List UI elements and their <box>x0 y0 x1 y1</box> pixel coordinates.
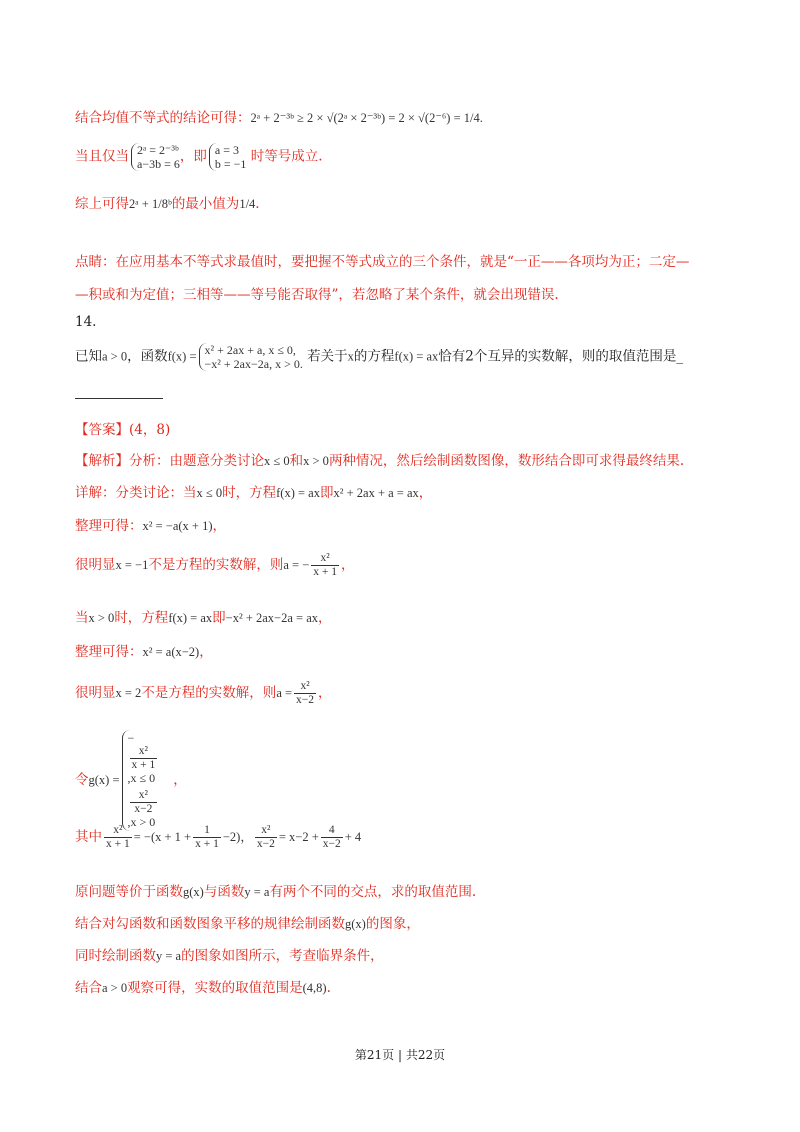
detail-4-text-4: ， <box>318 610 332 626</box>
detail-7-text-2: ， <box>173 772 187 788</box>
detail-11-text-1: 同时绘制函数 <box>75 948 156 964</box>
analysis-math-1: x ≤ 0 <box>264 454 290 468</box>
detail-5-math-1: x² = a(x−2) <box>142 645 200 659</box>
detail-line-2 <box>75 514 226 534</box>
fraction-4-denominator: x−2 <box>322 838 341 850</box>
detail-3-math-2: a = − <box>283 558 310 572</box>
math-inequality: 2ᵃ + 2⁻³ᵇ ≥ 2 × √(2ᵃ × 2⁻³ᵇ) = 2 × √(2⁻⁶) = 1/4. <box>250 111 483 125</box>
piecewise-f <box>199 343 303 371</box>
answer-label: 【答案】 <box>75 422 129 438</box>
fraction-1-denominator: x + 1 <box>106 838 130 850</box>
fraction-3-denominator: x−2 <box>256 838 275 850</box>
math-f-def: f(x) = <box>167 349 197 364</box>
detail-5-text-1: 整理可得： <box>75 644 143 660</box>
detail-line-4 <box>75 606 332 626</box>
math-min-value: 1/4 <box>239 197 256 211</box>
question-number: 14. <box>75 314 97 330</box>
text-min-value: 的最小值为 <box>171 196 240 212</box>
detail-12-text-2: 观察可得，实数的取值范围是 <box>127 980 303 996</box>
math-expression: 2ᵃ + 1/8ᵇ <box>129 197 172 211</box>
detail-8-fraction-2 <box>193 824 221 851</box>
detail-8-text-1: 其中 <box>75 829 102 845</box>
detail-line-6 <box>75 680 332 707</box>
detail-line-5 <box>75 640 213 660</box>
detail-8-fraction-1 <box>104 824 132 851</box>
text-holds: 时等号成立. <box>246 148 323 165</box>
detail-5-text-2: ， <box>199 644 213 660</box>
analysis-line <box>75 449 684 469</box>
detail-8-fraction-4 <box>321 824 343 851</box>
detail-6-math-1: x = 2 <box>115 686 142 700</box>
detail-4-math-3: −x² + 2ax−2a = ax <box>225 611 318 625</box>
text-equation: 的方程 <box>353 348 395 365</box>
text-in-summary: 综上可得 <box>75 196 129 212</box>
detail-3-fraction <box>311 552 339 579</box>
answer-line <box>75 418 170 438</box>
fraction-4-numerator: 4 <box>328 824 335 836</box>
detail-9-math-2: y = a <box>244 885 270 899</box>
fraction-2-numerator: 1 <box>204 824 210 836</box>
analysis-math-2: x > 0 <box>303 454 329 468</box>
text-conclusion: 结合均值不等式的结论可得： <box>75 110 251 126</box>
detail-line-9 <box>75 880 476 900</box>
detail-3-numerator: x² <box>320 552 330 564</box>
detail-9-math-1: g(x) <box>183 885 204 899</box>
piecewise-f-case-1: x² + 2ax + a, x ≤ 0, <box>204 343 296 357</box>
detail-9-text-2: 与函数 <box>203 884 245 900</box>
detail-2-text-2: ， <box>212 518 227 534</box>
detail-8-math-4: + 4 <box>344 830 362 844</box>
analysis-text-2: 和 <box>289 453 304 469</box>
detail-3-text-1: 很明显 <box>75 557 116 573</box>
detail-11-math-1: y = a <box>156 949 182 963</box>
detail-12-text-1: 结合 <box>75 980 102 996</box>
detail-6-math-2: a = <box>276 686 293 700</box>
system-2-row-1: a = 3 <box>214 143 239 157</box>
detail-10-text-1: 结合对勾函数和函数图象平移的规律绘制函数 <box>75 916 345 932</box>
piecewise-f-case-2: −x² + 2ax−2a, x > 0. <box>204 357 303 371</box>
detail-8-math-2: −2)， <box>222 830 253 844</box>
detail-line-8 <box>75 824 361 851</box>
detail-4-text-2: 时，方程 <box>114 610 169 626</box>
analysis-label: 【解析】 <box>75 453 129 469</box>
case-1-fraction <box>130 745 158 772</box>
case-1-numerator: x² <box>138 745 148 757</box>
text-question-tail: 恰有2个互异的实数解，则的取值范围是_ <box>438 348 684 365</box>
detail-6-text-3: ， <box>318 685 332 701</box>
detail-3-math-1: x = −1 <box>115 558 149 572</box>
answer-blank <box>75 388 163 399</box>
system-1-row-1: 2ᵃ = 2⁻³ᵇ <box>137 143 179 157</box>
detail-line-1 <box>75 481 432 501</box>
analysis-text-3: 两种情况，然后绘制函数图像，数形结合即可求得最终结果. <box>328 453 685 469</box>
tip-line-1: 点睛：在应用基本不等式求最值时，要把握不等式成立的三个条件，就是“一正——各项均为正；二定— <box>75 254 690 270</box>
fraction-2-denominator: x + 1 <box>195 838 219 850</box>
system-1 <box>131 143 180 171</box>
detail-7-math-g: g(x) = <box>88 773 120 787</box>
answer-value: (4，8) <box>129 422 171 438</box>
detail-2-math-1: x² = −a(x + 1) <box>142 519 213 533</box>
detail-line-10 <box>75 912 420 932</box>
detail-10-text-2: 的图象， <box>365 916 420 932</box>
piecewise-g-case-2 <box>128 789 160 829</box>
detail-8-math-3: = x−2 + <box>278 830 319 844</box>
detail-line-12 <box>75 976 331 996</box>
system-1-row-2: a−3b = 6 <box>137 157 180 171</box>
detail-1-text-3: 即 <box>319 485 334 501</box>
analysis-text-1: 分析：由题意分类讨论 <box>129 453 264 469</box>
detail-4-math-1: x > 0 <box>88 611 115 625</box>
detail-1-math-1: x ≤ 0 <box>196 486 223 500</box>
line-equality-condition <box>75 143 323 171</box>
detail-7-text-1: 令 <box>75 772 89 788</box>
detail-12-text-3: . <box>326 980 331 996</box>
detail-2-text-1: 整理可得： <box>75 518 143 534</box>
math-equation: f(x) = ax <box>394 349 439 364</box>
detail-1-math-2: f(x) = ax <box>276 486 320 500</box>
detail-8-math-1: = −(x + 1 + <box>133 830 192 844</box>
detail-6-denominator: x−2 <box>296 694 315 706</box>
detail-1-text-1: 详解：分类讨论：当 <box>75 485 197 501</box>
system-2 <box>209 143 247 171</box>
question-stem <box>75 343 683 371</box>
case-1-denominator: x + 1 <box>131 759 156 771</box>
detail-3-text-2: 不是方程的实数解，则 <box>148 557 284 573</box>
detail-1-text-4: ， <box>418 485 433 501</box>
detail-line-7 <box>75 730 187 831</box>
detail-12-math-2: (4,8) <box>302 981 327 995</box>
math-a-positive: a > 0 <box>102 349 128 364</box>
text-given: 已知 <box>75 348 102 365</box>
fraction-1-numerator: x² <box>113 824 123 836</box>
detail-1-math-3: x² + 2ax + a = ax <box>333 486 419 500</box>
detail-9-text-3: 有两个不同的交点，求的取值范围. <box>269 884 477 900</box>
line-minimum-value <box>75 192 260 212</box>
case-2-numerator: x² <box>138 789 148 801</box>
line-inequality-result <box>75 106 483 126</box>
detail-6-text-1: 很明显 <box>75 685 116 701</box>
detail-11-text-2: 的图象如图所示，考查临界条件， <box>181 948 384 964</box>
tip-line-2: —积或和为定值；三相等——等号能否取得”，若忽略了某个条件，就会出现错误. <box>75 287 559 303</box>
case-2-fraction <box>130 789 158 816</box>
detail-8-fraction-3 <box>255 824 277 851</box>
detail-6-numerator: x² <box>300 680 310 692</box>
case-2-denominator: x−2 <box>130 802 158 816</box>
page-footer: 第21页 | 共22页 <box>354 1048 446 1062</box>
detail-10-math-1: g(x) <box>345 917 366 931</box>
system-2-row-2: b = −1 <box>214 157 247 171</box>
piecewise-g-case-1: − x² x + 1 ,x ≤ 0 <box>128 732 160 785</box>
detail-12-math-1: a > 0 <box>102 981 128 995</box>
detail-1-text-2: 时，方程 <box>222 485 277 501</box>
detail-4-text-3: 即 <box>212 610 226 626</box>
math-x: x <box>347 349 354 364</box>
detail-4-math-2: f(x) = ax <box>168 611 213 625</box>
detail-6-text-2: 不是方程的实数解，则 <box>141 685 277 701</box>
case-2-condition: ,x > 0 <box>127 815 156 829</box>
fraction-3-numerator: x² <box>261 824 271 836</box>
text-ie: ，即 <box>179 148 207 165</box>
text-function: ，函数 <box>127 348 168 365</box>
detail-line-11 <box>75 944 384 964</box>
detail-9-text-1: 原问题等价于函数 <box>75 884 183 900</box>
detail-6-fraction <box>294 680 316 707</box>
text-iff: 当且仅当 <box>75 148 129 165</box>
detail-4-text-1: 当 <box>75 610 89 626</box>
text-about: 若关于 <box>302 348 348 365</box>
detail-3-denominator: x + 1 <box>313 566 338 578</box>
piecewise-g <box>122 730 160 831</box>
case-1-condition: ,x ≤ 0 <box>127 771 156 785</box>
detail-3-text-3: ， <box>341 557 355 573</box>
detail-line-3 <box>75 552 355 579</box>
text-period: . <box>255 196 260 212</box>
